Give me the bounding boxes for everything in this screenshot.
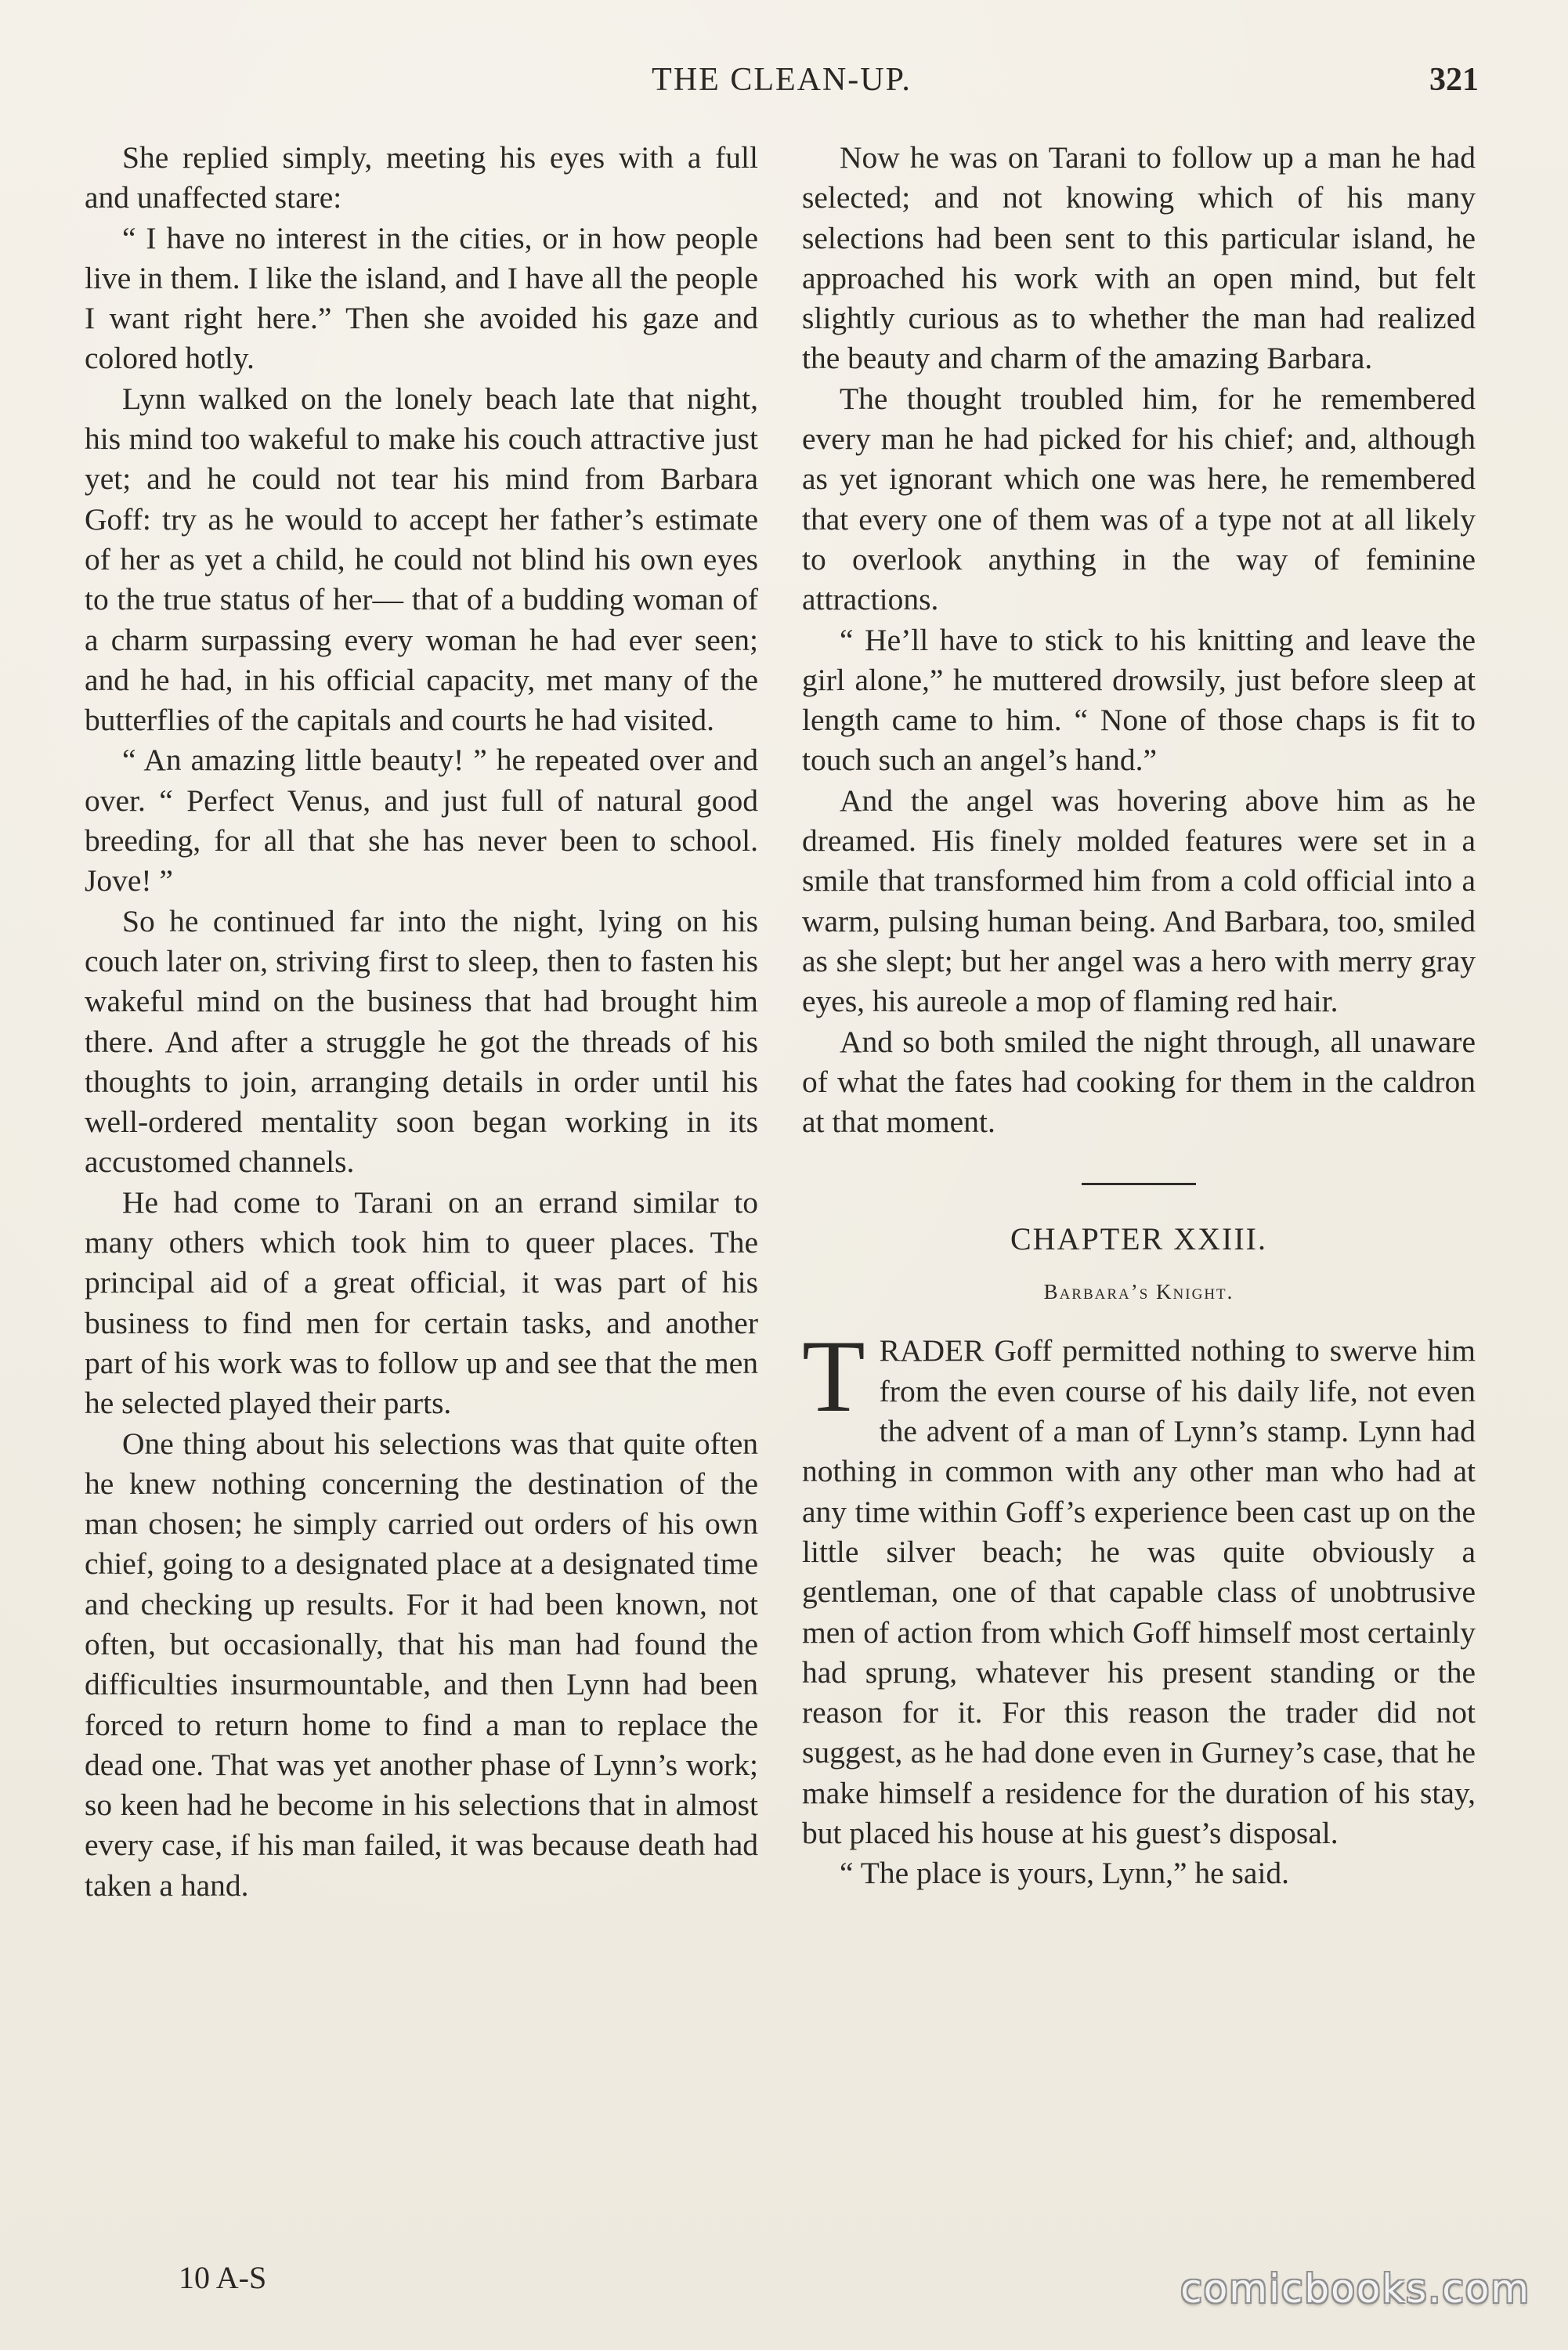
- signature-mark: 10 A-S: [179, 2260, 267, 2295]
- paragraph: She replied simply, meeting his eyes with a full and unaffected stare:: [85, 140, 758, 215]
- paragraph: He had come to Tarani on an errand similar to many others which took him to queer places. The principal aid of a great official, it was part of his business to find men for certain tasks, and another part of his work was to follow up and see that the men he selected played their parts.: [85, 1184, 758, 1421]
- paragraph: The thought troubled him, for he remembered every man he had picked for his chief; and, although as yet ignorant which one was here, he remembered that every one of them was of a type not at all likely to overlook anything in the way of feminine attractions.: [802, 381, 1476, 617]
- page-header: [85, 61, 1479, 108]
- opening-text: RADER Goff permitted nothing to swerve him from the even course of his daily life, not even the advent of a man of Lynn’s stamp. Lynn had nothing in common with any other man who had at any time within Goff’s experience been cast up on the little silver beach; he was quite obviously a gentleman, one of that capable class of unobtrusive men of action from which Goff himself most certainly had sprung, whatever his present standing or the reason for it. For this reason the trader did not suggest, as he had done even in Gurney’s case, that he make himself a residence for the duration of his stay, but placed his house at his guest’s disposal.: [802, 1333, 1476, 1850]
- chapter-opening-paragraph: [802, 1318, 1476, 1853]
- drop-cap: T: [802, 1318, 865, 1434]
- right-column: [802, 138, 1476, 1894]
- page-number: 321: [1429, 62, 1479, 98]
- running-title: THE CLEAN-UP.: [652, 62, 912, 98]
- paragraph: “ He’ll have to stick to his knitting and leave the girl alone,” he muttered drowsily, just before sleep at length came to him. “ None of those chaps is fit to touch such an angel’s hand.”: [802, 622, 1476, 778]
- chapter-subtitle: Barbara’s Knight.: [1043, 1280, 1234, 1304]
- left-column: [85, 138, 758, 1906]
- paragraph: So he continued far into the night, lying on his couch later on, striving first to sleep, then to fasten his wakeful mind on the business that had brought him there. And after a struggle he got the threads of his thoughts to join, arranging details in order until his well-ordered mentality soon began working in its accustomed channels.: [85, 903, 758, 1180]
- paragraph: And so both smiled the night through, all unaware of what the fates had cooking for them in the caldron at that moment.: [802, 1024, 1476, 1140]
- paragraph: Now he was on Tarani to follow up a man he had selected; and not knowing which of his many selections had been sent to this particular island, he approached his work with an open mind, but felt slightly curious as to whether the man had realized the beauty and charm of the amazing Barbara.: [802, 140, 1476, 376]
- paragraph: “ The place is yours, Lynn,” he said.: [840, 1856, 1290, 1891]
- chapter-title: CHAPTER XXIII.: [1010, 1221, 1267, 1257]
- watermark: comicbooks.com: [1180, 2266, 1530, 2312]
- paragraph: One thing about his selections was that quite often he knew nothing concerning the destination of the man chosen; he simply carried out orders of his own chief, going to a designated place at a designated time and checking up results. For it had been known, not often, but occasionally, that his man had found the difficulties insurmountable, and then Lynn had been forced to return home to find a man to replace the dead one. That was yet another phase of Lynn’s work; so keen had he become in his selections that in almost every case, if his man failed, it was because death had taken a hand.: [85, 1426, 758, 1903]
- paragraph: Lynn walked on the lonely beach late that night, his mind too wakeful to make his couch attractive just yet; and he could not tear his mind from Barbara Goff: try as he would to accept her father’s estimate of her as yet a child, he could not blind his own eyes to the true status of her— that of a budding woman of a charm surpassing every woman he had ever seen; and he had, in his official capacity, met many of the butterflies of the capitals and courts he had visited.: [85, 381, 758, 738]
- section-divider: [1082, 1183, 1196, 1185]
- paragraph: And the angel was hovering above him as he dreamed. His finely molded features were set in a smile that transformed him from a cold official into a warm, pulsing human being. And Barbara, too, smiled as she slept; but her angel was a hero with merry gray eyes, his aureole a mop of flaming red hair.: [802, 783, 1476, 1019]
- paragraph: “ I have no interest in the cities, or in how people live in them. I like the island, and I have all the people I want right here.” Then she avoided his gaze and colored hotly.: [85, 220, 758, 376]
- paragraph: “ An amazing little beauty! ” he repeated over and over. “ Perfect Venus, and just full of natural good breeding, for all that she has never been to school. Jove! ”: [85, 743, 758, 898]
